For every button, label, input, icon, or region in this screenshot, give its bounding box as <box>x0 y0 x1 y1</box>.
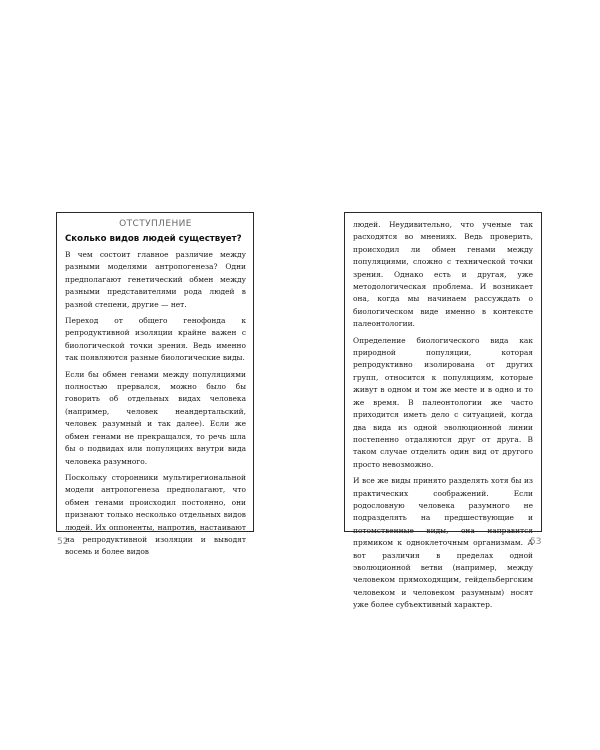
paragraph: людей. Неудивительно, что ученые так расходятся во мнениях. Ведь проверить, происходил ли обмен генами между популяциями, сложно с технической точки зрения. Однако есть и другая, уже методологическая проблема. И возникает она, когда мы начинаем рассуждать о биологическом виде именно в контексте палеонтологии. <box>353 220 533 329</box>
paragraph: Если бы обмен генами между популяциями полностью прервался, можно было бы говорить об отдельных видах человека (например, человек неандертальский, человек разумный и так далее). Если же обмен генами не прекращался, то речь шла бы о подвидах или популяциях внутри вида человека разумного. <box>65 369 246 466</box>
page-number-left: 52 <box>57 537 69 547</box>
paragraph: Поскольку сторонники мультирегиональной модели антропогенеза предполагают, что обмен генами происходил постоянно, они признают только несколько отдельных видов людей. Их оппоненты, напротив, настаивают на репродуктивной изоляции и выводят восемь и более видов <box>65 472 246 557</box>
paragraph: В чем состоит главное различие между разными моделями антропогенеза? Одни предполагают генетический обмен между разными представителями рода людей в разной степени, другие — нет. <box>65 250 246 309</box>
paragraph: Определение биологического вида как природной популяции, которая репродуктивно изолирована от других групп, относится к популяциям, которые живут в одном и том же месте и в одно и то же время. В палеонтологии же часто приходится иметь дело с ситуацией, когда два вида из одной эволюционной линии постепенно отдаляются друг от друга. В таком случае отделить один вид от другого просто невозможно. <box>353 335 533 469</box>
paragraph: И все же виды принято разделять хотя бы из практических соображений. Если родословную человека разумного не подразделять на предшествующие и потомственные виды, она направится прямиком к одноклеточным организмам. А вот различия в пределах одной эволюционной ветви (например, между человеком прямоходящим, гейдельбергским человеком и человеком разумным) носят уже более субъективный характер. <box>353 476 533 610</box>
section-heading: ОТСТУПЛЕНИЕ <box>119 219 192 229</box>
section-subheading: Сколько видов людей существует? <box>65 234 242 244</box>
paragraph: Переход от общего генофонда к репродуктивной изоляции крайне важен с биологической точки зрения. Ведь именно так появляются разные биологические виды. <box>65 316 246 363</box>
page-number-right: 53 <box>530 537 542 547</box>
